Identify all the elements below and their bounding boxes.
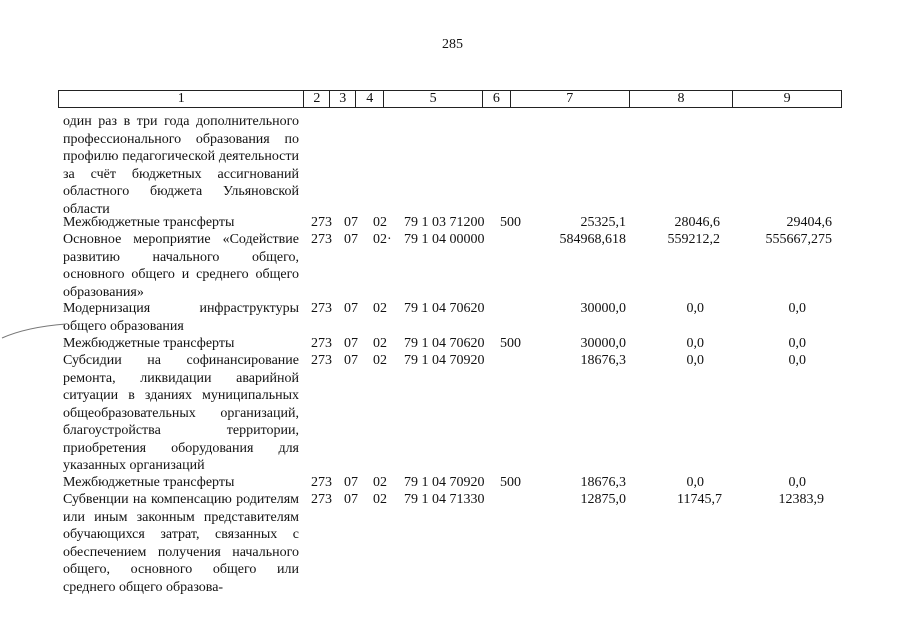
row-col-3: 07 [344, 492, 358, 507]
row-description: Субсидии на софинансирование ремонта, ликвидации аварийной ситуации в зданиях муниципальных общеобразовательных организаций, благоустройства территории, приобретения оборудования для указанных организаций [63, 353, 299, 473]
header-col-5: 5 [384, 91, 483, 107]
scan-artifact-line [0, 320, 70, 340]
row-col-2: 273 [311, 492, 332, 507]
row-col-8: 0,0 [686, 353, 704, 368]
row-description: Модернизация инфраструктуры общего образования [63, 301, 299, 334]
row-col-3: 07 [344, 215, 358, 230]
row-col-4: 02· [373, 232, 392, 247]
header-col-2: 2 [304, 91, 330, 107]
row-col-9: 555667,275 [765, 232, 832, 247]
header-col-6: 6 [483, 91, 511, 107]
row-col-7: 30000,0 [580, 336, 626, 351]
row-col-3: 07 [344, 301, 358, 316]
row-description: Субвенции на компенсацию родителям или иным законным представителям обучающихся затрат, связанных с обеспечением получения начального общего, основного общего или среднего общего образова- [63, 492, 299, 595]
row-col-9: 0,0 [788, 353, 806, 368]
row-description: Основное мероприятие «Содействие развитию начального общего, основного общего и среднего общего образования» [63, 232, 299, 300]
row-col-7: 30000,0 [580, 301, 626, 316]
header-col-3: 3 [330, 91, 356, 107]
table-header [58, 90, 842, 108]
header-col-8: 8 [630, 91, 734, 107]
row-col-3: 07 [344, 232, 358, 247]
row-col-3: 07 [344, 475, 358, 490]
row-col-2: 273 [311, 336, 332, 351]
header-col-1: 1 [59, 91, 304, 107]
row-col-7: 584968,618 [559, 232, 626, 247]
row-col-6: 500 [500, 336, 521, 351]
row-col-4: 02 [373, 336, 387, 351]
row-col-3: 07 [344, 336, 358, 351]
row-col-5: 79 1 04 70620 [404, 301, 485, 316]
row-col-9: 0,0 [788, 475, 806, 490]
row-col-9: 0,0 [788, 336, 806, 351]
row-col-4: 02 [373, 475, 387, 490]
row-col-5: 79 1 04 70920 [404, 475, 485, 490]
row-col-7: 18676,3 [580, 353, 626, 368]
row-col-2: 273 [311, 353, 332, 368]
row-col-5: 79 1 03 71200 [404, 215, 485, 230]
row-description: Межбюджетные трансферты [63, 475, 235, 490]
row-col-8: 0,0 [686, 475, 704, 490]
row-col-6: 500 [500, 475, 521, 490]
row-col-3: 07 [344, 353, 358, 368]
row-col-9: 0,0 [788, 301, 806, 316]
row-col-9: 29404,6 [786, 215, 832, 230]
row-col-8: 0,0 [686, 301, 704, 316]
row-description: один раз в три года дополнительного профессионального образования по профилю педагогической деятельности за счёт бюджетных ассигнований областного бюджета Ульяновской области [63, 114, 299, 217]
row-col-5: 79 1 04 70620 [404, 336, 485, 351]
row-col-8: 559212,2 [667, 232, 720, 247]
row-col-5: 79 1 04 00000 [404, 232, 485, 247]
row-col-2: 273 [311, 232, 332, 247]
row-col-5: 79 1 04 70920 [404, 353, 485, 368]
row-col-4: 02 [373, 215, 387, 230]
row-col-8: 28046,6 [674, 215, 720, 230]
row-col-2: 273 [311, 215, 332, 230]
row-col-8: 0,0 [686, 336, 704, 351]
row-description: Межбюджетные трансферты [63, 215, 235, 230]
page-number: 285 [442, 37, 463, 52]
row-col-9: 12383,9 [778, 492, 824, 507]
row-col-7: 12875,0 [580, 492, 626, 507]
row-col-4: 02 [373, 492, 387, 507]
row-col-2: 273 [311, 301, 332, 316]
row-col-4: 02 [373, 353, 387, 368]
row-col-5: 79 1 04 71330 [404, 492, 485, 507]
row-col-6: 500 [500, 215, 521, 230]
header-col-4: 4 [356, 91, 384, 107]
row-description: Межбюджетные трансферты [63, 336, 235, 351]
header-col-7: 7 [511, 91, 630, 107]
header-col-9: 9 [783, 91, 791, 106]
row-col-2: 273 [311, 475, 332, 490]
row-col-4: 02 [373, 301, 387, 316]
row-col-8: 11745,7 [677, 492, 722, 507]
row-col-7: 25325,1 [580, 215, 626, 230]
row-col-7: 18676,3 [580, 475, 626, 490]
